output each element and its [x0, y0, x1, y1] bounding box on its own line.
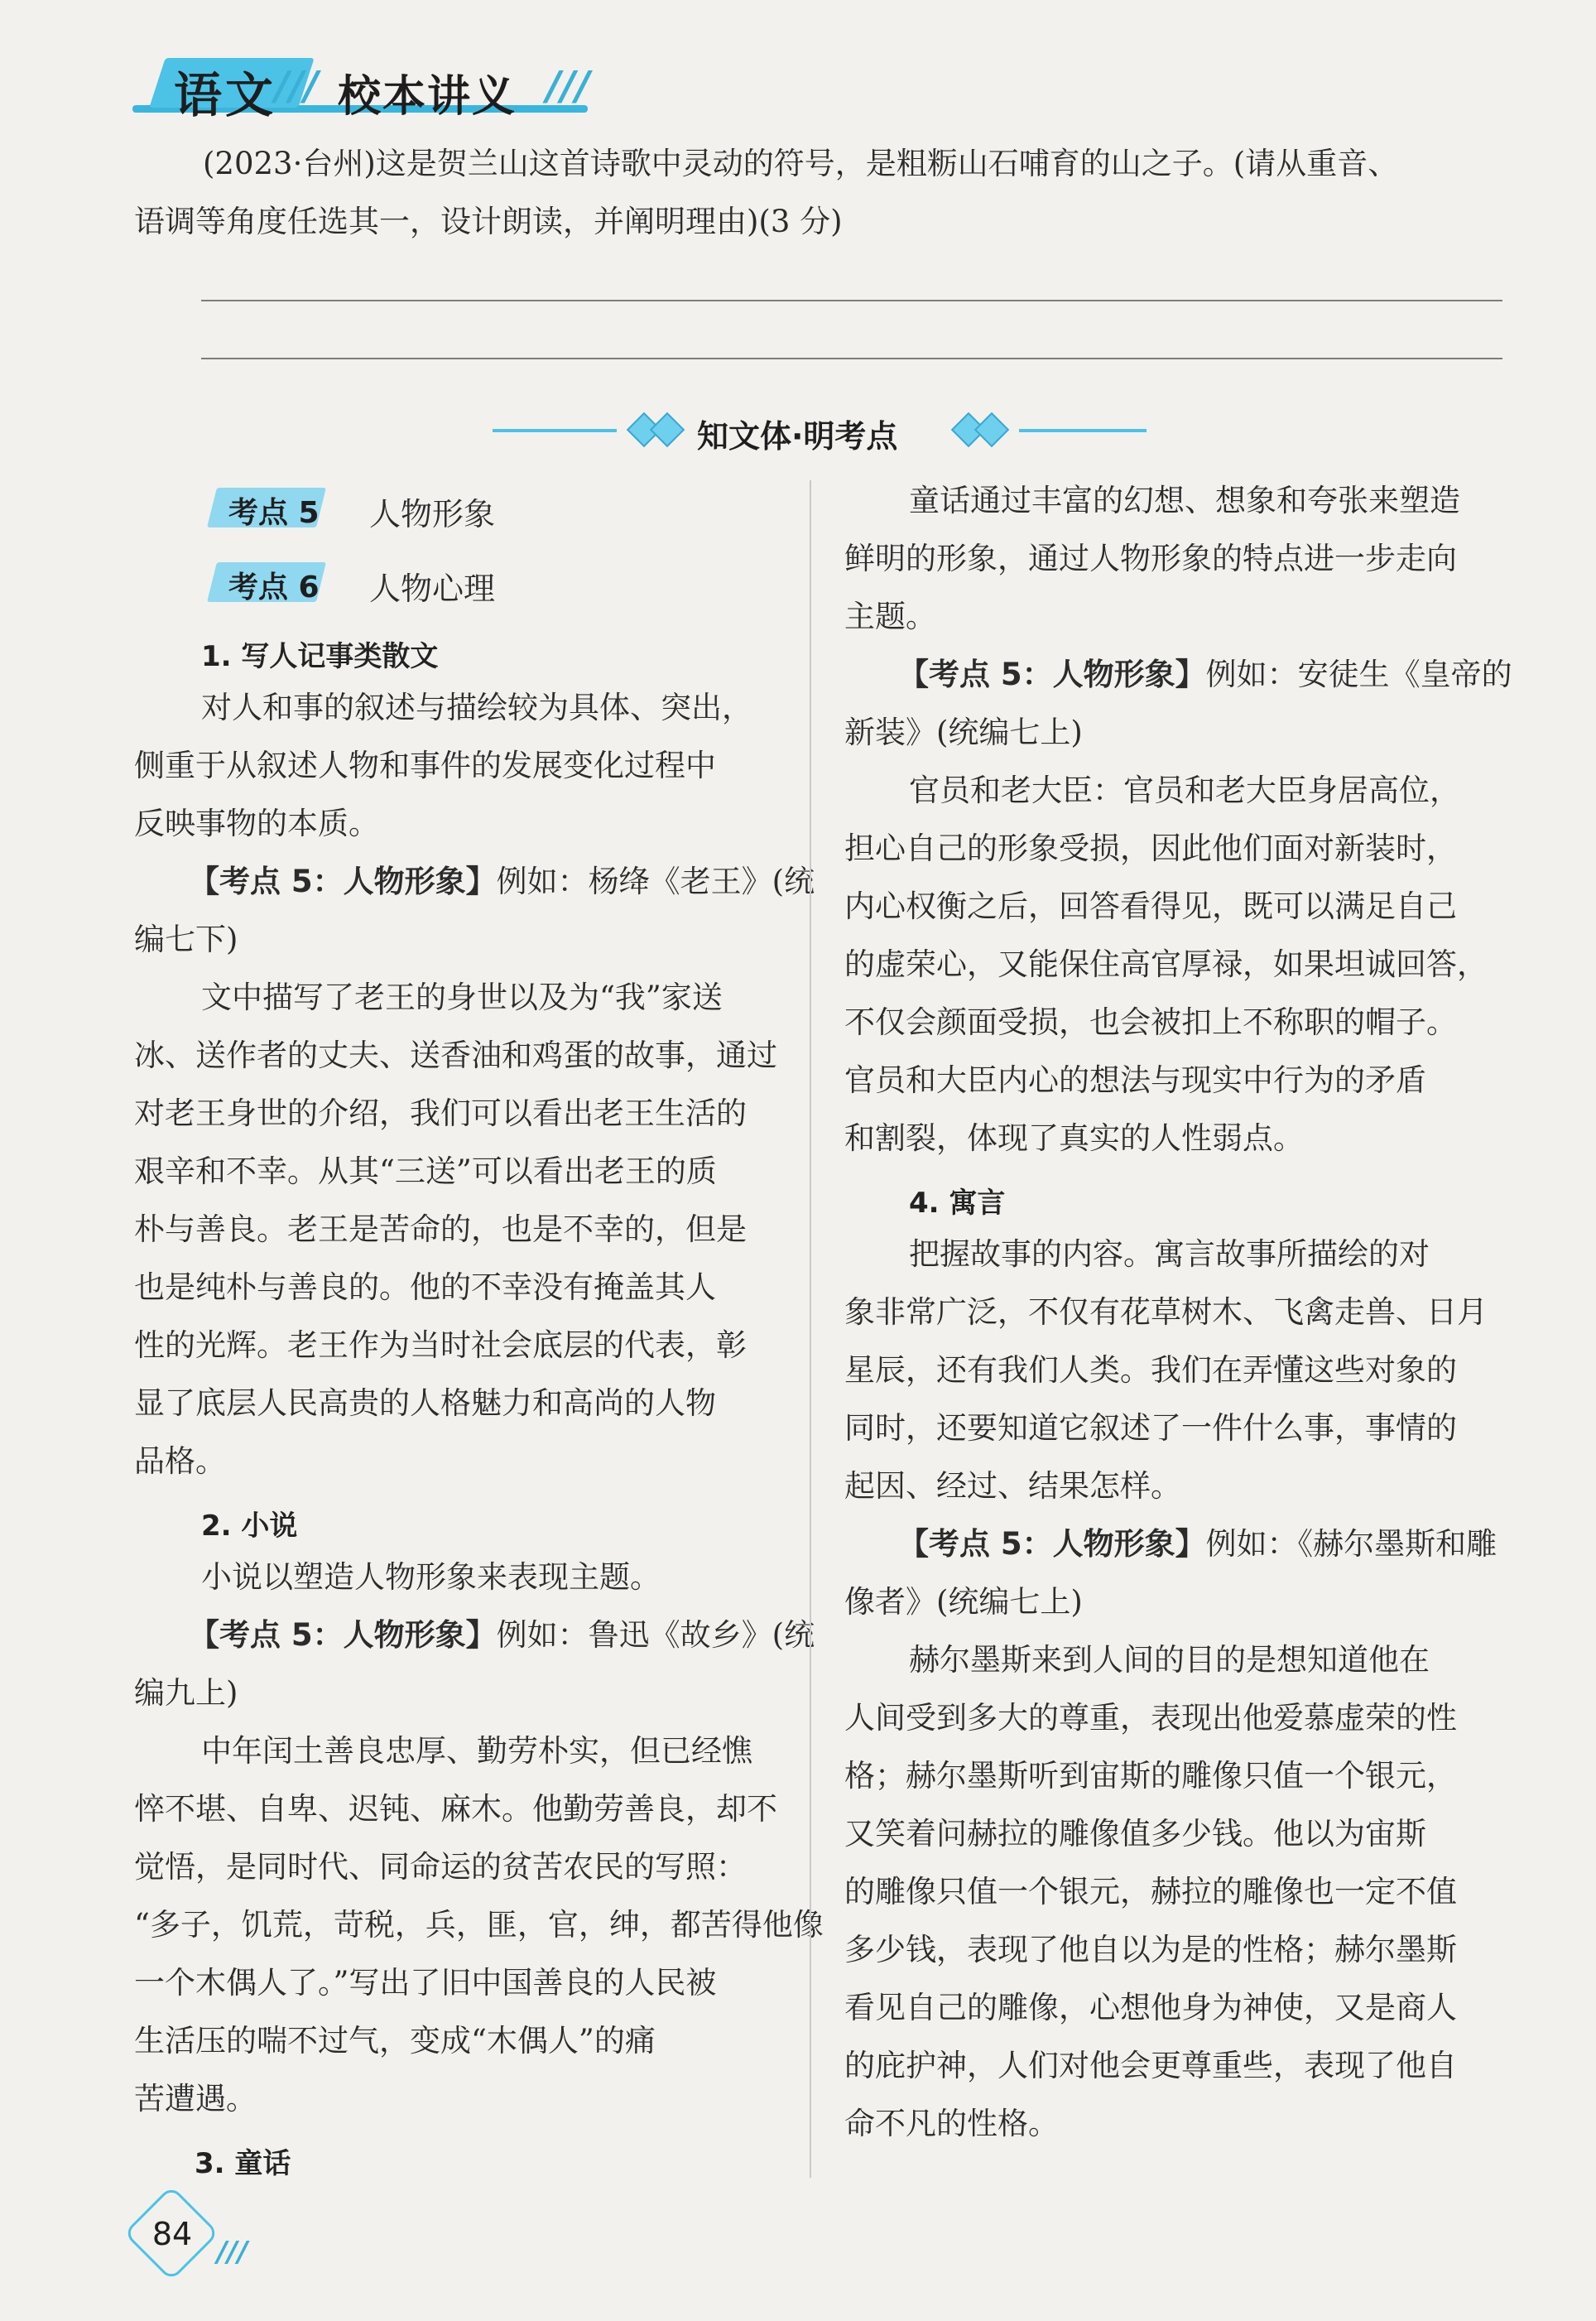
paragraph-line: 命不凡的性格。 [844, 2106, 1059, 2141]
paragraph-line: 多少钱，表现了他自以为是的性格；赫尔墨斯 [844, 1932, 1457, 1967]
section-heading: 1. 写人记事类散文 [201, 640, 439, 673]
paragraph-line: 的雕像只值一个银元，赫拉的雕像也一定不值 [844, 1874, 1457, 1909]
paragraph-line: 艰辛和不幸。从其“三送”可以看出老王的质 [134, 1153, 717, 1189]
tag-label: 考点 6 [228, 571, 320, 604]
paragraph-line: 同时，还要知道它叙述了一件什么事，事情的 [844, 1410, 1457, 1446]
kaodian-label: 【考点 5：人物形象】 [189, 1617, 497, 1653]
paragraph-line: 苦遭遇。 [134, 2081, 257, 2116]
section-heading: 3. 童话 [195, 2147, 291, 2180]
paragraph-line: 官员和老大臣：官员和老大臣身居高位， [909, 773, 1460, 808]
paragraph-line: 赫尔墨斯来到人间的目的是想知道他在 [909, 1642, 1430, 1678]
kaodian-example [898, 658, 1512, 691]
paragraph-line: 星辰，还有我们人类。我们在弄懂这些对象的 [844, 1352, 1457, 1388]
kaodian-tag-6 [205, 559, 325, 604]
paragraph-line: 觉悟，是同时代、同命运的贫苦农民的写照： [134, 1849, 747, 1885]
paragraph-line: 主题。 [844, 599, 936, 634]
answer-line-1[interactable] [201, 300, 1502, 301]
tag-name: 人物心理 [369, 571, 496, 607]
paragraph-line: 也是纯朴与善良的。他的不幸没有掩盖其人 [134, 1269, 716, 1305]
kaodian-example-text: 例如：杨绛《老王》(统 [496, 864, 815, 899]
paragraph-line: 格；赫尔墨斯听到宙斯的雕像只值一个银元， [844, 1758, 1457, 1794]
paragraph-line: 像者》(统编七上) [844, 1584, 1083, 1620]
paragraph-line: 和割裂，体现了真实的人性弱点。 [844, 1120, 1304, 1156]
banner-line-right [1019, 429, 1147, 432]
diamond-icon [974, 412, 1009, 447]
kaodian-tag-5 [205, 484, 325, 529]
banner-title: 知文体·明考点 [697, 418, 898, 455]
intro-line-2: 语调等角度任选其一，设计朗读，并阐明理由)(3 分) [134, 204, 843, 239]
paragraph-line: 品格。 [134, 1443, 226, 1479]
subject-label: 语文 [174, 67, 277, 123]
section-heading: 4. 寓言 [909, 1187, 1006, 1220]
paragraph-line: 看见自己的雕像，心想他身为神使，又是商人 [844, 1990, 1457, 2025]
paragraph-line: 冰、送作者的丈夫、送香油和鸡蛋的故事，通过 [134, 1038, 777, 1073]
kaodian-example [189, 865, 815, 898]
paragraph-line: 官员和大臣内心的想法与现实中行为的矛盾 [844, 1062, 1426, 1098]
paragraph-line: 把握故事的内容。寓言故事所描绘的对 [909, 1236, 1430, 1272]
paragraph-line: 编九上) [134, 1675, 238, 1711]
banner-line-left [493, 429, 617, 432]
paragraph-line: 童话通过丰富的幻想、想象和夸张来塑造 [909, 483, 1460, 518]
kaodian-label: 【考点 5：人物形象】 [189, 864, 497, 899]
paragraph-line: 对老王身世的介绍，我们可以看出老王生活的 [134, 1095, 747, 1131]
page-number: 84 [151, 2216, 193, 2252]
paragraph-line: 编七下) [134, 922, 238, 957]
diamond-icon [650, 412, 685, 447]
section-banner [493, 406, 1147, 455]
paragraph-line: 的庇护神，人们对他会更尊重些，表现了他自 [844, 2048, 1457, 2083]
paragraph-line: 内心权衡之后，回答看得见，既可以满足自己 [844, 888, 1457, 924]
page-number-badge [132, 2196, 215, 2272]
header-slashes: /// [275, 63, 319, 109]
paragraph-line: 中年闰土善良忠厚、勤劳朴实，但已经憔 [201, 1733, 752, 1769]
paragraph-line: 生活压的喘不过气，变成“木偶人”的痛 [134, 2023, 656, 2059]
paragraph-line: 又笑着问赫拉的雕像值多少钱。他以为宙斯 [844, 1816, 1426, 1852]
paragraph-line: 的虚荣心，又能保住高官厚禄，如果坦诚回答， [844, 946, 1488, 982]
tag-name: 人物形象 [369, 496, 496, 532]
paragraph-line: 起因、经过、结果怎样。 [844, 1468, 1181, 1504]
kaodian-label: 【考点 5：人物形象】 [898, 1526, 1206, 1562]
paragraph-line: 担心自己的形象受损，因此他们面对新装时， [844, 831, 1457, 866]
kaodian-example [898, 1528, 1497, 1561]
paragraph-line: 一个木偶人了。”写出了旧中国善良的人民被 [134, 1965, 717, 2001]
paragraph-line: “多子，饥荒，苛税，兵，匪，官，绅，都苦得他像 [134, 1907, 824, 1943]
kaodian-example-text: 例如：鲁迅《故乡》(统 [496, 1617, 815, 1653]
paragraph-line: 对人和事的叙述与描绘较为具体、突出， [201, 690, 752, 725]
tag-label: 考点 5 [228, 496, 320, 530]
intro-line-1: (2023·台州)这是贺兰山这首诗歌中灵动的符号，是粗粝山石哺育的山之子。(请从重音、 [203, 146, 1399, 181]
paragraph-line: 不仅会颜面受损，也会被扣上不称职的帽子。 [844, 1004, 1457, 1040]
paragraph-line: 人间受到多大的尊重，表现出他爱慕虚荣的性 [844, 1700, 1457, 1736]
page-header [132, 51, 596, 123]
header-title: 校本讲义 [338, 72, 517, 122]
paragraph-line: 新装》(统编七上) [844, 715, 1083, 750]
header-slashes-end: /// [546, 63, 590, 109]
paragraph-line: 朴与善良。老王是苦命的，也是不幸的，但是 [134, 1211, 747, 1247]
paragraph-line: 反映事物的本质。 [134, 806, 379, 841]
paragraph-line: 小说以塑造人物形象来表现主题。 [201, 1559, 661, 1595]
kaodian-example-text: 例如：《赫尔墨斯和雕 [1205, 1526, 1497, 1562]
paragraph-line: 象非常广泛，不仅有花草树木、飞禽走兽、日月 [844, 1294, 1488, 1330]
paragraph-line: 文中描写了老王的身世以及为“我”家送 [201, 980, 723, 1015]
footer-slashes: /// [217, 2236, 248, 2269]
paragraph-line: 侧重于从叙述人物和事件的发展变化过程中 [134, 748, 716, 783]
paragraph-line: 鲜明的形象，通过人物形象的特点进一步走向 [844, 541, 1457, 576]
kaodian-label: 【考点 5：人物形象】 [898, 657, 1206, 692]
kaodian-example [189, 1619, 815, 1652]
paragraph-line: 性的光辉。老王作为当时社会底层的代表，彰 [134, 1327, 747, 1363]
section-heading: 2. 小说 [201, 1510, 298, 1543]
answer-line-2[interactable] [201, 358, 1502, 359]
kaodian-example-text: 例如：安徒生《皇帝的 [1205, 657, 1512, 692]
paragraph-line: 悴不堪、自卑、迟钝、麻木。他勤劳善良，却不 [134, 1791, 777, 1827]
column-divider [810, 480, 811, 2178]
paragraph-line: 显了底层人民高贵的人格魅力和高尚的人物 [134, 1385, 716, 1421]
